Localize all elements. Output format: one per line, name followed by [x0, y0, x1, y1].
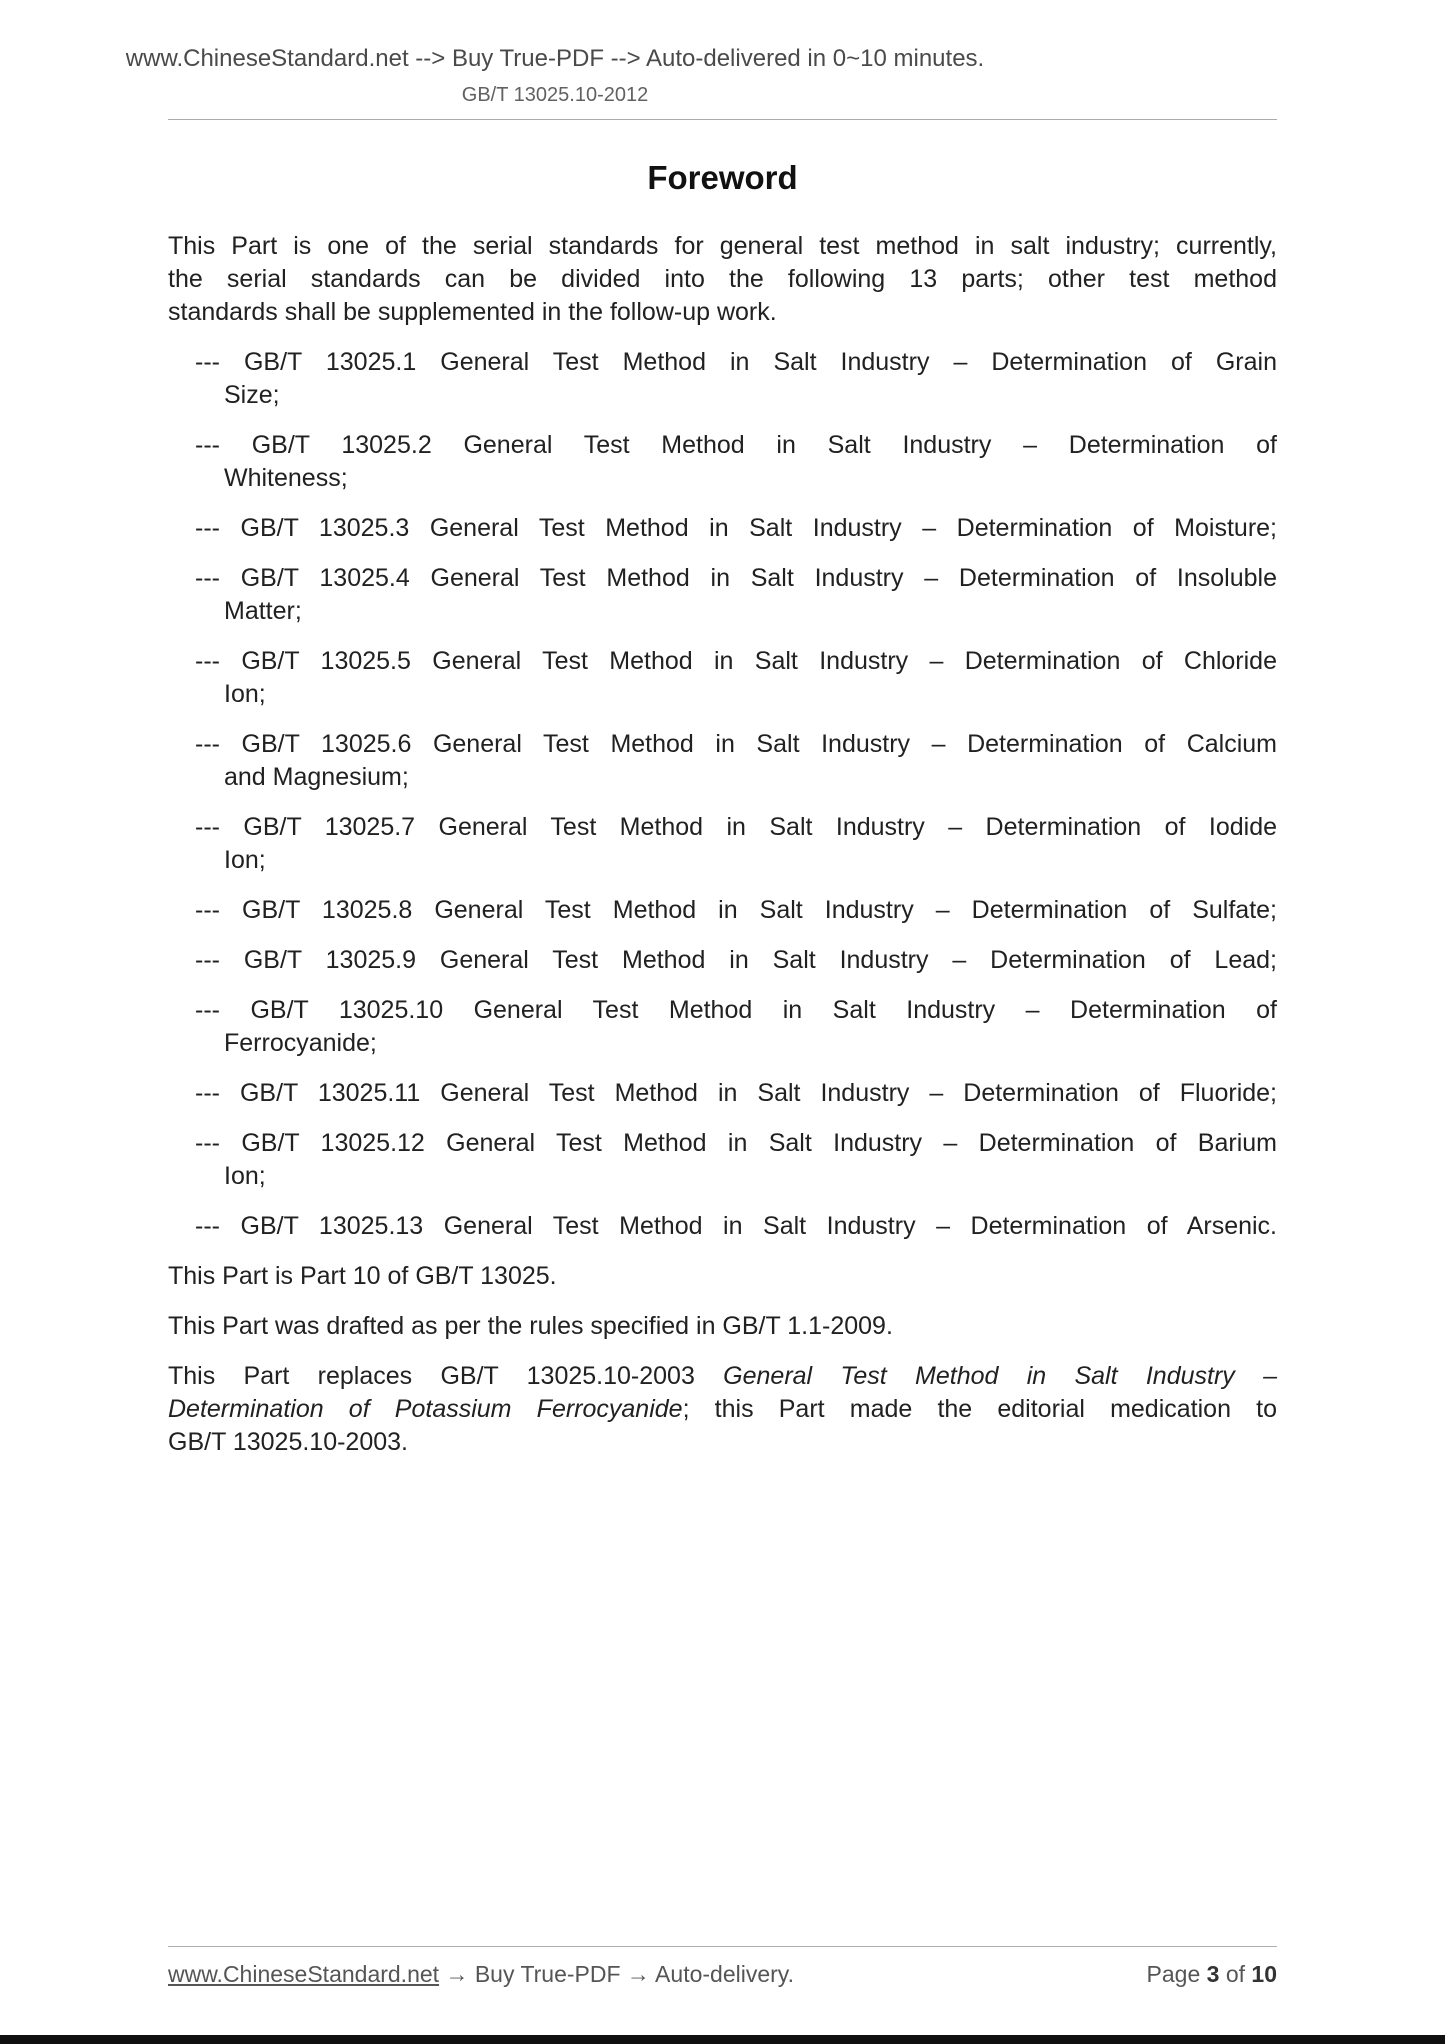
page-number: 3: [1206, 1961, 1220, 1987]
list-item-8: [168, 894, 1277, 927]
list-item-line-1: --- GB/T 13025.4 General Test Method in Salt Industry – Determination of Insoluble: [195, 564, 1277, 592]
replacement-normal-text: ; this Part made the editorial medication to: [682, 1395, 1277, 1423]
page-label: Page: [1146, 1961, 1201, 1987]
list-item-line-1: --- GB/T 13025.9 General Test Method in Salt Industry – Determination of Lead;: [195, 946, 1277, 974]
standards-list: [168, 346, 1277, 1243]
list-item-1: [168, 346, 1277, 412]
list-item-line-1: --- GB/T 13025.5 General Test Method in Salt Industry – Determination of Chloride: [195, 647, 1277, 675]
intro-line-3: standards shall be supplemented in the follow-up work.: [168, 298, 777, 326]
screenshot-bottom-edge: [0, 2035, 1445, 2044]
list-item-7: [168, 811, 1277, 877]
list-item-11: [168, 1077, 1277, 1110]
para-drafting-rules: This Part was drafted as per the rules specified in GB/T 1.1-2009.: [168, 1312, 893, 1340]
list-item-line-1: --- GB/T 13025.13 General Test Method in Salt Industry – Determination of Arsenic.: [195, 1212, 1277, 1240]
list-item-line-1: --- GB/T 13025.11 General Test Method in Salt Industry – Determination of Fluoride;: [195, 1079, 1277, 1107]
intro-paragraph: [168, 230, 1277, 329]
para-replacement-line-1: [168, 1360, 1277, 1393]
list-item-13: [168, 1210, 1277, 1243]
list-item-line-1: --- GB/T 13025.3 General Test Method in Salt Industry – Determination of Moisture;: [195, 514, 1277, 542]
page-footer: [168, 1946, 1277, 1988]
list-item-line-2: Ferrocyanide;: [224, 1029, 377, 1057]
list-item-line-1: --- GB/T 13025.2 General Test Method in Salt Industry – Determination of: [195, 431, 1277, 459]
list-item-line-1: --- GB/T 13025.6 General Test Method in Salt Industry – Determination of Calcium: [195, 730, 1277, 758]
page-indicator: [1147, 1961, 1277, 1988]
list-item-6: [168, 728, 1277, 794]
list-item-line-2: Ion;: [224, 680, 266, 708]
page-total: 10: [1251, 1961, 1277, 1987]
list-item-3: [168, 512, 1277, 545]
para-replacement: [168, 1360, 1277, 1459]
footer-site-link[interactable]: www.ChineseStandard.net: [168, 1961, 440, 1987]
para-replacement-line-2: [168, 1393, 1277, 1426]
list-item-line-2: and Magnesium;: [224, 763, 409, 791]
list-item-line-1: --- GB/T 13025.8 General Test Method in Salt Industry – Determination of Sulfate;: [195, 896, 1277, 924]
list-item-line-2: Whiteness;: [224, 464, 348, 492]
list-item-line-1: --- GB/T 13025.1 General Test Method in Salt Industry – Determination of Grain: [195, 348, 1277, 376]
list-item-12: [168, 1127, 1277, 1193]
list-item-line-1: --- GB/T 13025.10 General Test Method in Salt Industry – Determination of: [195, 996, 1277, 1024]
list-item-line-1: --- GB/T 13025.7 General Test Method in Salt Industry – Determination of Iodide: [195, 813, 1277, 841]
list-item-line-2: Size;: [224, 381, 280, 409]
list-item-5: [168, 645, 1277, 711]
header-divider: [168, 119, 1277, 120]
footer-tagline-rest: → Buy True-PDF → Auto-delivery.: [439, 1961, 794, 1987]
list-item-4: [168, 562, 1277, 628]
header-banner: www.ChineseStandard.net --> Buy True-PDF --> Auto-delivered in 0~10 minutes.: [125, 45, 985, 72]
intro-line-1: This Part is one of the serial standards for general test method in salt industry; currently,: [168, 232, 1277, 260]
standard-code: GB/T 13025.10-2012: [461, 84, 649, 106]
page-content: [0, 158, 1445, 1459]
replacement-normal-text: This Part replaces GB/T 13025.10-2003: [168, 1362, 724, 1390]
intro-line-2: the serial standards can be divided into the following 13 parts; other test method: [168, 265, 1277, 293]
of-label: of: [1225, 1961, 1246, 1987]
para-replacement-line-3: GB/T 13025.10-2003.: [168, 1428, 408, 1456]
foreword-title: Foreword: [647, 159, 798, 196]
replaced-standard-title-italic: Determination of Potassium Ferrocyanide: [168, 1395, 683, 1423]
page-header: [0, 0, 1110, 107]
list-item-line-2: Ion;: [224, 1162, 266, 1190]
list-item-2: [168, 429, 1277, 495]
list-item-line-1: --- GB/T 13025.12 General Test Method in Salt Industry – Determination of Barium: [195, 1129, 1277, 1157]
footer-tagline: [168, 1961, 794, 1988]
list-item-9: [168, 944, 1277, 977]
replaced-standard-title-italic: General Test Method in Salt Industry –: [723, 1362, 1277, 1390]
list-item-10: [168, 994, 1277, 1060]
list-item-line-2: Ion;: [224, 846, 266, 874]
list-item-line-2: Matter;: [224, 597, 302, 625]
para-part-10: This Part is Part 10 of GB/T 13025.: [168, 1262, 557, 1290]
